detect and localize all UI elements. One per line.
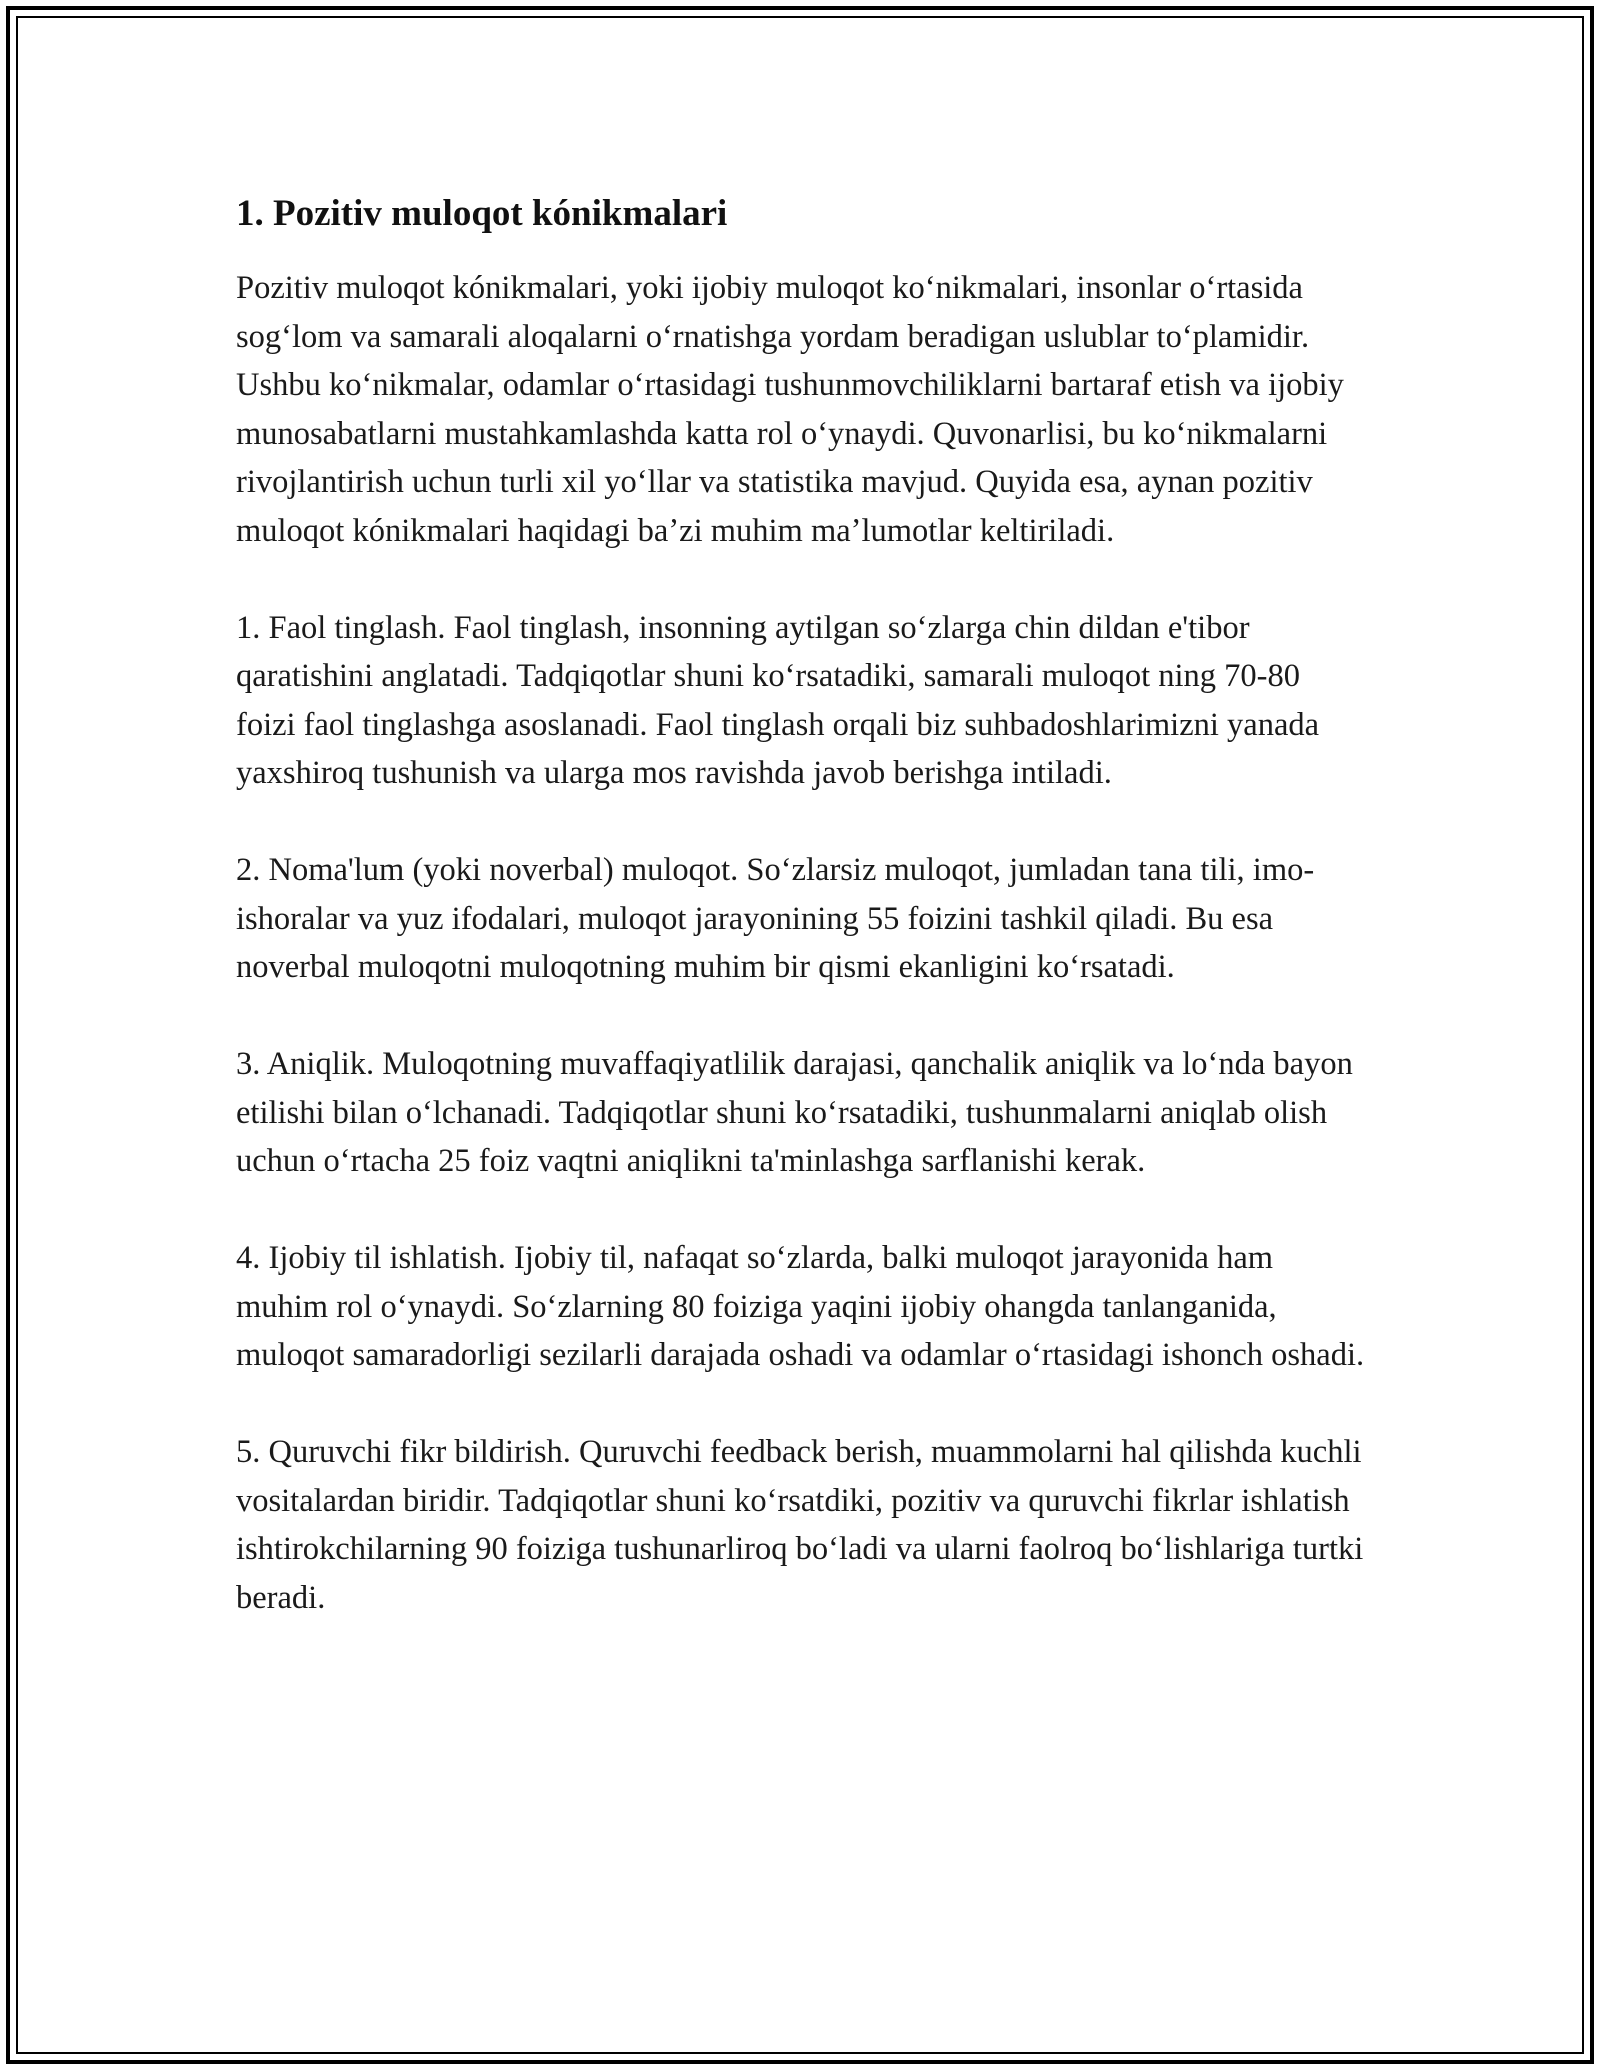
document-title: 1. Pozitiv muloqot kónikmalari	[236, 193, 728, 234]
paragraph-nonverbal: 2. Noma'lum (yoki noverbal) muloqot. Soʻzlarsiz muloqot, jumladan tana tili, imo-ishoralar va yuz ifodalari, muloqot jarayonining 55 foizini tashkil qiladi. Bu esa noverbal muloqotni muloqotning muhim bir qismi ekanligini koʻrsatadi.	[236, 852, 1315, 985]
paragraph-constructive-feedback: 5. Quruvchi fikr bildirish. Quruvchi feedback berish, muammolarni hal qilishda kuchli vositalardan biridir. Tadqiqotlar shuni koʻrsatdiki, pozitiv va quruvchi fikrlar ishlatish ishtirokchilarning 90 foiziga tushunarliroq boʻladi va ularni faolroq boʻlishlariga turtki beradi.	[236, 1434, 1364, 1616]
intro-paragraph: Pozitiv muloqot kónikmalari, yoki ijobiy muloqot koʻnikmalari, insonlar oʻrtasida sogʻlom va samarali aloqalarni oʻrnatishga yordam beradigan uslublar toʻplamidir. Ushbu koʻnikmalar, odamlar oʻrtasidagi tushunmovchiliklarni bartaraf etish va ijobiy munosabatlarni mustahkamlashda katta rol oʻynaydi. Quvonarlisi, bu koʻnikmalarni rivojlantirish uchun turli xil yoʻllar va statistika mavjud. Quyida esa, aynan pozitiv muloqot kónikmalari haqidagi baʼzi muhim maʼlumotlar keltiriladi.	[236, 270, 1344, 549]
paragraph-active-listening: 1. Faol tinglash. Faol tinglash, insonning aytilgan soʻzlarga chin dildan e'tibor qaratishini anglatadi. Tadqiqotlar shuni koʻrsatadiki, samarali muloqot ning 70-80 foizi faol tinglashga asoslanadi. Faol tinglash orqali biz suhbadoshlarimizni yanada yaxshiroq tushunish va ularga mos ravishda javob berishga intiladi.	[236, 609, 1320, 791]
paragraph-positive-language: 4. Ijobiy til ishlatish. Ijobiy til, nafaqat soʻzlarda, balki muloqot jarayonida ham muhim rol oʻynaydi. Soʻzlarning 80 foiziga yaqini ijobiy ohangda tanlanganida, muloqot samaradorligi sezilarli darajada oshadi va odamlar oʻrtasidagi ishonch oshadi.	[236, 1240, 1365, 1373]
document-body	[236, 190, 1366, 1671]
paragraph-clarity: 3. Aniqlik. Muloqotning muvaffaqiyatlilik darajasi, qanchalik aniqlik va loʻnda bayon etilishi bilan oʻlchanadi. Tadqiqotlar shuni koʻrsatadiki, tushunmalarni aniqlab olish uchun oʻrtacha 25 foiz vaqtni aniqlikni ta'minlashga sarflanishi kerak.	[236, 1046, 1353, 1179]
